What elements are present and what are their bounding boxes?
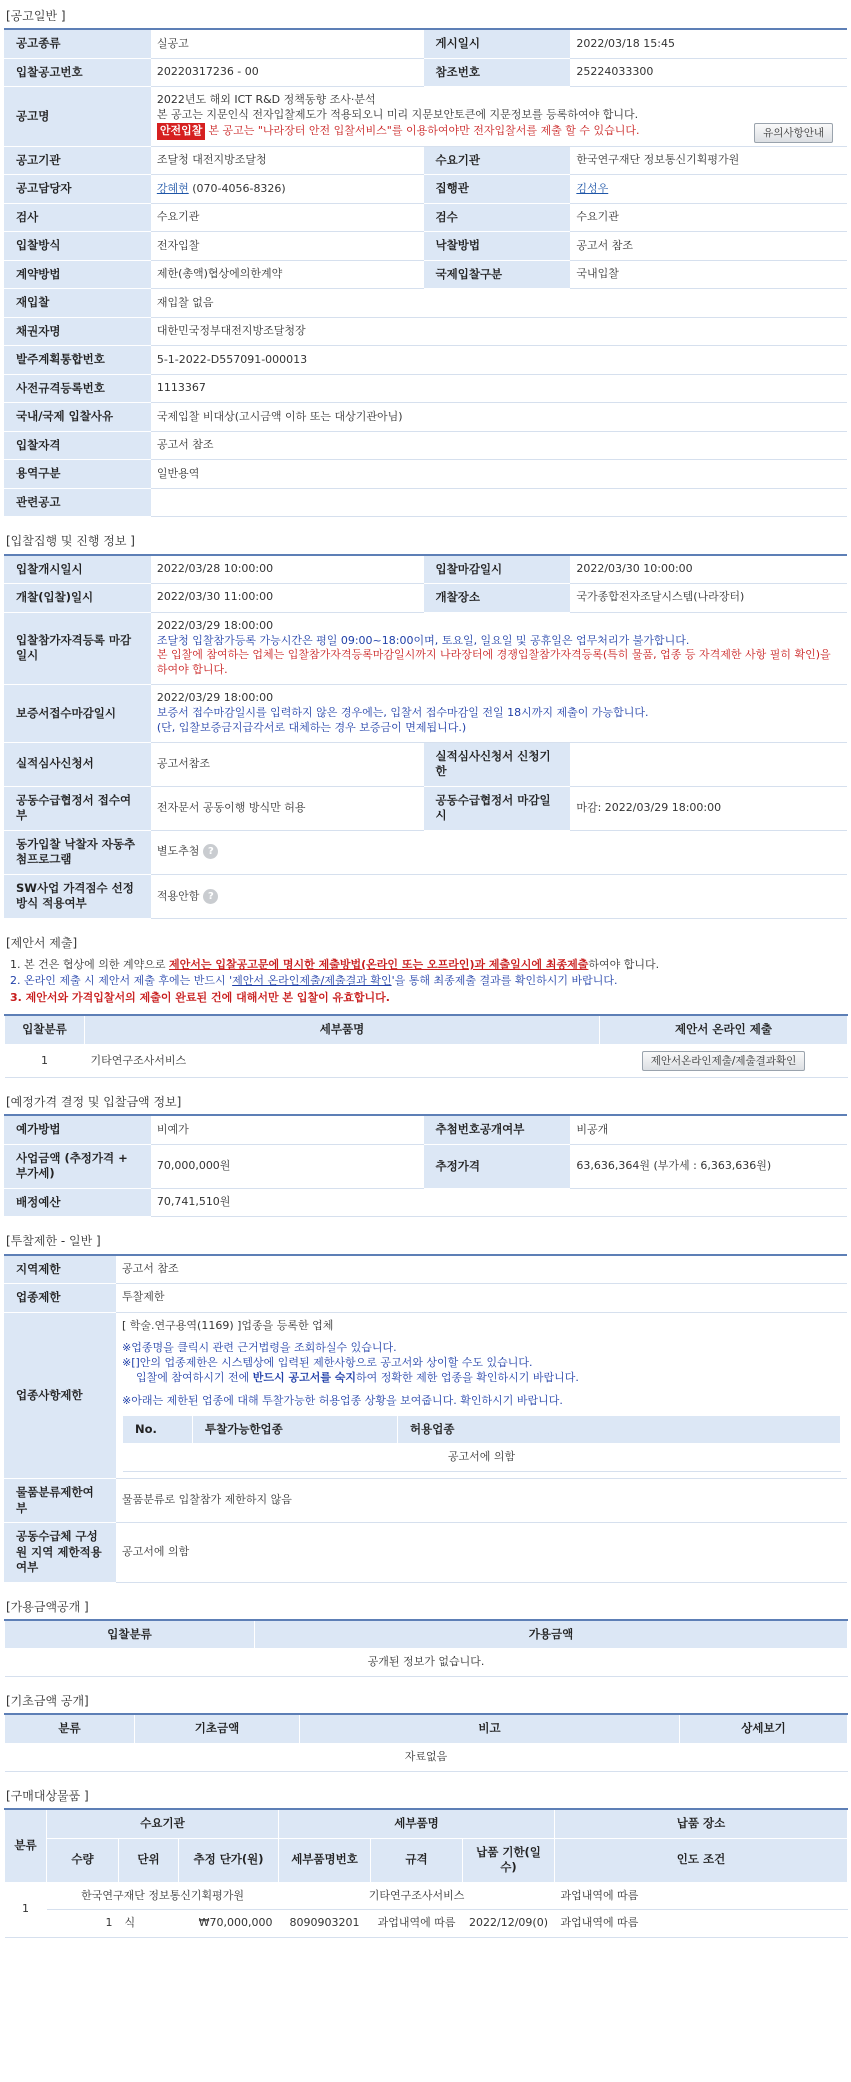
base-header-detail: 상세보기	[680, 1714, 848, 1743]
draw-open-label: 추첨번호공개여부	[424, 1115, 571, 1144]
intl-value: 국내입찰	[570, 260, 847, 289]
purchase-header-qty: 수량	[47, 1838, 119, 1882]
reg-line2: 조달청 입찰참가등록 가능시간은 평일 09:00~18:00이며, 토요일, 일요일 및 공휴일은 업무처리가 불가합니다.	[156, 633, 690, 647]
pre-spec-label: 사전규격등록번호	[4, 374, 151, 403]
bond-label: 보증서접수마감일시	[4, 685, 151, 743]
name-label: 공고명	[4, 87, 151, 147]
goods-label: 물품분류제한여부	[4, 1479, 116, 1523]
manager-phone: (070-4056-8326)	[192, 181, 286, 195]
purchase-header-cond: 인도 조건	[555, 1838, 848, 1882]
manager-label: 공고담당자	[4, 175, 151, 204]
agency-label: 공고기관	[4, 146, 151, 175]
section-title-reservation-price: [가용금액공개 ]	[6, 1599, 89, 1614]
related-label: 관련공고	[4, 488, 151, 517]
start-label: 입찰개시일시	[4, 555, 151, 584]
purchase-row-demand: 한국연구재단 정보통신기획평가원	[47, 1882, 279, 1910]
notice-button[interactable]: 유의사항안내	[754, 123, 833, 143]
close-value: 2022/03/30 10:00:00	[570, 555, 847, 584]
proposal-row-no: 1	[5, 1044, 85, 1077]
purchase-header-place: 납품 장소	[555, 1809, 848, 1838]
inner-empty: 공고서에 의함	[123, 1444, 841, 1472]
joint-region-label: 공동수급체 구성원 지역 제한적용여부	[4, 1523, 116, 1583]
manager-cell	[151, 175, 424, 204]
purchase-row-unit: 식	[119, 1910, 179, 1938]
perf-value: 공고서참조	[151, 742, 424, 786]
proposal-notice	[4, 955, 847, 1015]
posted-label: 게시일시	[424, 29, 571, 58]
detail-line2: ※업종명을 클릭시 관련 근거법령을 조회하실수 있습니다.	[122, 1341, 397, 1355]
inspect-label: 검사	[4, 203, 151, 232]
reservation-header-class: 입찰분류	[5, 1620, 255, 1649]
section-title-restriction: [투찰제한 - 일반 ]	[6, 1234, 101, 1249]
purchase-header-price: 추정 단가(원)	[179, 1838, 279, 1882]
region-value: 공고서 참조	[116, 1255, 847, 1284]
sw-cell	[151, 874, 847, 918]
purchase-row-place: 과업내역에 따름	[555, 1882, 848, 1910]
reason-value: 국제입찰 비대상(고시금액 이하 또는 대상기관아님)	[151, 403, 847, 432]
type-value: 실공고	[151, 29, 424, 58]
close-label: 입찰마감일시	[424, 555, 571, 584]
reservation-empty: 공개된 정보가 없습니다.	[5, 1649, 848, 1677]
joint-deadline-label: 공동수급협정서 마감일시	[424, 786, 571, 830]
alloc-label: 배정예산	[4, 1188, 151, 1217]
detail-line3: ※[]안의 업종제한은 시스템상에 입력된 제한사항으로 공고서와 상이할 수도 있습니다.	[122, 1356, 533, 1370]
alloc-value: 70,741,510원	[151, 1188, 847, 1217]
bid-no-value: 20220317236 - 00	[151, 58, 424, 87]
general-table	[4, 28, 847, 517]
purchase-row-no: 1	[5, 1882, 47, 1938]
industry-detail-label: 업종사항제한	[4, 1312, 116, 1479]
detail-line5: ※아래는 제한된 업종에 대해 투찰가능한 허용업종 상황을 보여줍니다. 확인하시기 바랍니다.	[122, 1393, 563, 1407]
qualification-value: 공고서 참조	[151, 431, 847, 460]
purchase-header-unit: 단위	[119, 1838, 179, 1882]
reg-cell	[151, 612, 847, 684]
perf-deadline-label: 실적심사신청서 신청기한	[424, 742, 571, 786]
proposal-header-submit: 제안서 온라인 제출	[600, 1015, 848, 1044]
tie-label: 동가입찰 낙찰자 자동추첨프로그램	[4, 830, 151, 874]
purchase-header-detail: 세부품명	[279, 1809, 555, 1838]
award-value: 공고서 참조	[570, 232, 847, 261]
reservation-price-table	[4, 1619, 848, 1677]
note2-c: '을 통해 최종제출 결과를 확인하시기 바랍니다.	[391, 974, 618, 988]
joint-deadline-value: 마감: 2022/03/29 18:00:00	[570, 786, 847, 830]
sw-value: 적용안함	[156, 889, 200, 903]
intl-label: 국제입찰구분	[424, 260, 571, 289]
joint-value: 전자문서 공동이행 방식만 허용	[151, 786, 424, 830]
bond-line3: (단, 입찰보증금지급각서로 대체하는 경우 보증금이 면제됩니다.)	[156, 720, 467, 734]
joint-label: 공동수급협정서 접수여부	[4, 786, 151, 830]
detail-line1[interactable]: [ 학술.연구용역(1169) ]업종을 등록한 업체	[122, 1318, 334, 1332]
budget-label: 사업금액 (추정가격 + 부가세)	[4, 1144, 151, 1188]
rebid-value: 재입찰 없음	[151, 289, 847, 318]
industry-label: 업종제한	[4, 1284, 116, 1313]
open-value: 2022/03/30 11:00:00	[151, 584, 424, 613]
restriction-table	[4, 1254, 847, 1583]
draw-open-value: 비공개	[570, 1115, 847, 1144]
bond-cell	[151, 685, 847, 743]
award-label: 낙찰방법	[424, 232, 571, 261]
joint-region-value: 공고서에 의함	[116, 1523, 847, 1583]
base-empty: 자료없음	[5, 1743, 848, 1771]
contract-value: 제한(총액)협상에의한계약	[151, 260, 424, 289]
help-icon[interactable]: ?	[203, 889, 218, 904]
name-line3-wrap	[157, 123, 841, 140]
base-header-class: 분류	[5, 1714, 135, 1743]
purchase-header-detail-no: 세부품명번호	[279, 1838, 371, 1882]
purchase-header-spec: 규격	[371, 1838, 463, 1882]
executor-label: 집행관	[424, 175, 571, 204]
bond-line2: 보증서 접수마감일시를 입력하지 않은 경우에는, 입찰서 접수마감일 전일 18시까지 제출이 가능합니다.	[156, 705, 649, 719]
goods-value: 물품분류로 입찰참가 제한하지 않음	[116, 1479, 847, 1523]
industry-detail-cell	[116, 1312, 847, 1479]
related-value	[151, 488, 847, 517]
help-icon[interactable]: ?	[203, 844, 218, 859]
purchase-row-deadline: 2022/12/09(0)	[463, 1910, 555, 1938]
purchase-row-qty: 1	[47, 1910, 119, 1938]
order-no-value[interactable]: 5-1-2022-D557091-000013	[151, 346, 847, 375]
proposal-row-action	[600, 1044, 848, 1077]
detail-line4-a: 입찰에 참여하시기 전에	[136, 1371, 253, 1385]
section-title-base-price: [기초금액 공개]	[6, 1694, 89, 1709]
note2-b[interactable]: 제안서 온라인제출/제출결과 확인	[232, 974, 392, 988]
reservation-header-amount: 가용금액	[255, 1620, 848, 1649]
base-price-table	[4, 1713, 848, 1771]
spacer	[122, 1386, 841, 1394]
service-value: 일반용역	[151, 460, 847, 489]
vat-value: (부가세 : 6,363,636원)	[653, 1158, 772, 1172]
note1-c: 하여야 합니다.	[588, 957, 660, 971]
place-label: 개찰장소	[424, 584, 571, 613]
creditor-value: 대한민국정부대전지방조달청장	[151, 317, 847, 346]
inner-header-no: No.	[123, 1415, 193, 1444]
start-value: 2022/03/28 10:00:00	[151, 555, 424, 584]
proposal-submit-button[interactable]: 제안서온라인제출/제출결과확인	[642, 1051, 806, 1071]
reg-label: 입찰참가자격등록 마감일시	[4, 612, 151, 684]
safe-bid-badge: 안전입찰	[157, 123, 206, 140]
sw-label: SW사업 가격점수 선정방식 적용여부	[4, 874, 151, 918]
purchase-row-spec: 과업내역에 따름	[371, 1910, 463, 1938]
purchase-row-detail-no: 8090903201	[279, 1910, 371, 1938]
ref-no-label: 참조번호	[424, 58, 571, 87]
executor-link[interactable]: 김성우	[576, 181, 609, 195]
proposal-note-1	[10, 957, 841, 974]
execution-table	[4, 554, 847, 919]
est-label: 추정가격	[424, 1144, 571, 1188]
name-line3: 본 공고는 "나라장터 안전 입찰서비스"를 이용하여야만 전자입찰서를 제출 할 수 있습니다.	[208, 123, 640, 137]
est-value: 63,636,364원	[576, 1158, 650, 1172]
budget-value: 70,000,000원	[151, 1144, 424, 1188]
method-label: 입찰방식	[4, 232, 151, 261]
price-table	[4, 1114, 847, 1217]
purchase-row-detail: 기타연구조사서비스	[279, 1882, 555, 1910]
section-title-price: [예정가격 결정 및 입찰금액 정보]	[6, 1095, 182, 1110]
name-line2: 본 공고는 지문인식 전자입찰제도가 적용되오니 미리 지문보안토큰에 지문정보를 등록하여야 합니다.	[156, 108, 639, 122]
proposal-note-3: 3. 제안서와 가격입찰서의 제출이 완료된 건에 대해서만 본 입찰이 유효합니다.	[10, 990, 390, 1004]
contract-label: 계약방법	[4, 260, 151, 289]
ref-no-value: 25224033300	[570, 58, 847, 87]
perf-label: 실적심사신청서	[4, 742, 151, 786]
table-row	[5, 1910, 848, 1938]
proposal-row-item: 기타연구조사서비스	[85, 1044, 600, 1077]
table-row	[5, 1882, 848, 1910]
reason-label: 국내/국제 입찰사유	[4, 403, 151, 432]
reg-line1: 2022/03/29 18:00:00	[156, 618, 274, 632]
base-header-note: 비고	[300, 1714, 680, 1743]
posted-value: 2022/03/18 15:45	[570, 29, 847, 58]
order-no-label: 발주계획통합번호	[4, 346, 151, 375]
price-method-label: 예가방법	[4, 1115, 151, 1144]
service-label: 용역구분	[4, 460, 151, 489]
place-value: 국가종합전자조달시스템(나라장터)	[570, 584, 847, 613]
industry-value: 투찰제한	[116, 1284, 847, 1313]
purchase-row-cond: 과업내역에 따름	[555, 1910, 848, 1938]
detail-line4	[122, 1371, 841, 1386]
table-row	[5, 1044, 848, 1077]
proposal-note-2	[10, 973, 841, 990]
section-title-general: [공고일반 ]	[6, 9, 66, 23]
accept-label: 검수	[424, 203, 571, 232]
section-title-purchase: [구매대상물품 ]	[6, 1788, 89, 1803]
purchase-row-price: ₩70,000,000	[179, 1910, 279, 1938]
type-label: 공고종류	[4, 29, 151, 58]
detail-line4-b: 반드시 공고서를 숙지	[252, 1371, 357, 1385]
tie-value: 별도추첨	[156, 844, 200, 858]
proposal-header-item: 세부품명	[85, 1015, 600, 1044]
base-header-amount: 기초금액	[135, 1714, 300, 1743]
tie-cell	[151, 830, 847, 874]
method-value: 전자입찰	[151, 232, 424, 261]
demand-value[interactable]: 한국연구재단 정보통신기획평가원	[570, 146, 847, 175]
price-method-value: 비예가	[151, 1115, 424, 1144]
agency-value[interactable]: 조달청 대전지방조달청	[151, 146, 424, 175]
section-title-proposal: [제안서 제출]	[6, 935, 78, 950]
open-label: 개찰(입찰)일시	[4, 584, 151, 613]
manager-name-link[interactable]: 강혜현	[156, 181, 189, 195]
demand-label: 수요기관	[424, 146, 571, 175]
purchase-header-demand: 수요기관	[47, 1809, 279, 1838]
note1-a: 1. 본 건은 협상에 의한 계약으로	[10, 957, 169, 971]
note1-b: 제안서는 입찰공고문에 명시한 제출방법(온라인 또는 오프라인)과 제출일시에 최종제출	[169, 957, 589, 971]
name-line1: 2022년도 해외 ICT R&D 정책동향 조사·분석	[156, 93, 376, 107]
region-label: 지역제한	[4, 1255, 116, 1284]
rebid-label: 재입찰	[4, 289, 151, 318]
reg-line3: 본 입찰에 참여하는 업체는 입찰참가자격등록마감일시까지 나라장터에 경쟁입찰참가자격등록(특히 물품, 업종 등 자격제한 사항 필히 확인)을 하여야 합니다.	[156, 648, 831, 677]
inner-header-allowed: 투찰가능한업종	[193, 1415, 398, 1444]
proposal-table	[4, 1014, 848, 1078]
section-title-execution: [입찰집행 및 진행 정보 ]	[6, 534, 135, 549]
purchase-table	[4, 1808, 848, 1938]
purchase-header-class: 분류	[5, 1809, 47, 1882]
allowed-industry-table	[122, 1415, 841, 1472]
executor-cell	[570, 175, 847, 204]
purchase-header-deadline: 납품 기한(일수)	[463, 1838, 555, 1882]
note2-a: 2. 온라인 제출 시 제안서 제출 후에는 반드시 '	[10, 974, 233, 988]
qualification-label: 입찰자격	[4, 431, 151, 460]
name-cell	[151, 87, 847, 147]
bid-no-label: 입찰공고번호	[4, 58, 151, 87]
accept-value: 수요기관	[570, 203, 847, 232]
proposal-header-class: 입찰분류	[5, 1015, 85, 1044]
inspect-value: 수요기관	[151, 203, 424, 232]
perf-deadline-value	[570, 742, 847, 786]
creditor-label: 채권자명	[4, 317, 151, 346]
pre-spec-value[interactable]: 1113367	[151, 374, 847, 403]
inner-header-permit: 허용업종	[398, 1415, 841, 1444]
bond-line1: 2022/03/29 18:00:00	[156, 691, 274, 705]
detail-line4-c: 하여 정확한 제한 업종을 확인하시기 바랍니다.	[356, 1371, 579, 1385]
est-cell	[570, 1144, 847, 1188]
